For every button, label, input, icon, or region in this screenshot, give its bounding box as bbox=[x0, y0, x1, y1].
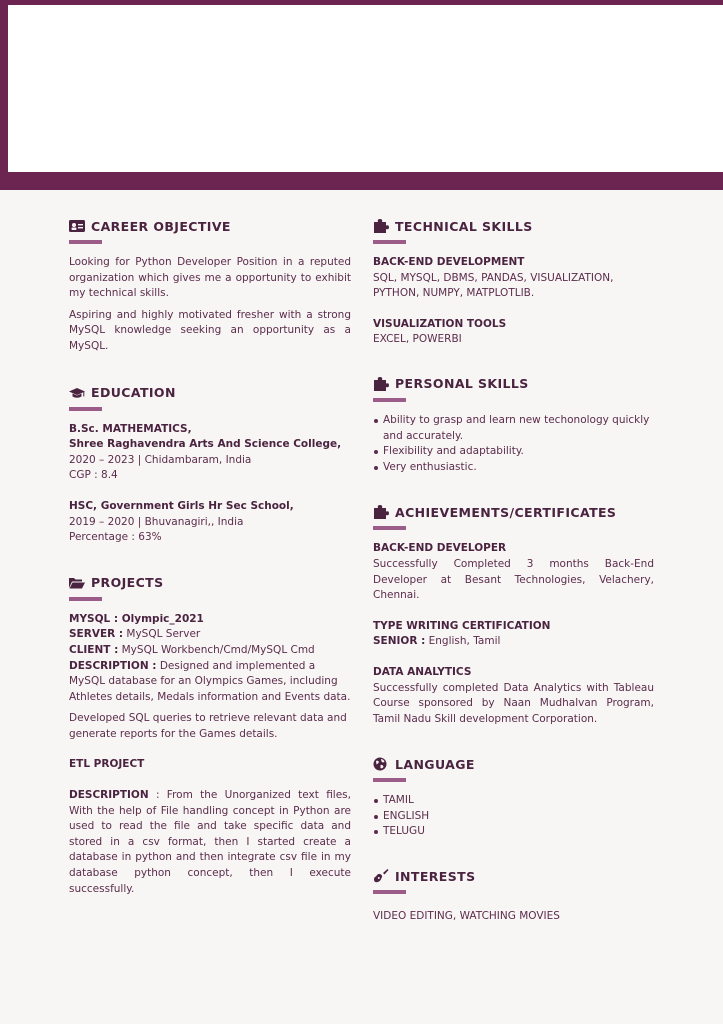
personal-skills-section bbox=[373, 375, 654, 475]
heading-underline bbox=[373, 890, 406, 894]
skill-group-value: EXCEL, POWERBI bbox=[373, 333, 462, 346]
section-title: INTERESTS bbox=[395, 868, 476, 884]
project-extra: Developed SQL queries to retrieve relevant data and generate reports for the Games details. bbox=[69, 712, 347, 740]
interests-heading bbox=[373, 867, 654, 885]
heading-underline bbox=[373, 526, 406, 530]
education-degree: B.Sc. MATHEMATICS, bbox=[69, 422, 192, 435]
puzzle-piece-icon bbox=[373, 505, 389, 519]
education-heading bbox=[69, 384, 351, 402]
section-title: LANGUAGE bbox=[395, 756, 475, 772]
education-years: 2019 – 2020 | Bhuvanagiri,, India bbox=[69, 515, 244, 528]
technical-skills-heading bbox=[373, 217, 654, 235]
objective-paragraph: Looking for Python Developer Position in a reputed organization which gives me a opportunity to exhibit my technical skills. bbox=[69, 256, 351, 300]
heading-underline bbox=[373, 778, 406, 782]
language-heading bbox=[373, 755, 654, 773]
achievement-title: BACK-END DEVELOPER bbox=[373, 542, 507, 555]
education-score: Percentage : 63% bbox=[69, 531, 162, 544]
section-title: ACHIEVEMENTS/CERTIFICATES bbox=[395, 504, 617, 520]
achievement-value: Successfully completed Data Analytics with Tableau Course sponsored by Naan Mudhalvan Program, Tamil Nadu Skill development Corporation. bbox=[373, 681, 654, 725]
heading-underline bbox=[373, 240, 406, 244]
achievement-title: TYPE WRITING CERTIFICATION bbox=[373, 619, 551, 632]
project-server: SERVER : MySQL Server bbox=[69, 628, 201, 641]
left-column bbox=[69, 217, 351, 897]
project-title: MYSQL : Olympic_2021 bbox=[69, 612, 204, 625]
education-score: CGP : 8.4 bbox=[69, 469, 118, 482]
list-item: TAMIL bbox=[373, 793, 654, 809]
heading-underline bbox=[373, 398, 406, 402]
education-degree: HSC, Government Girls Hr Sec School, bbox=[69, 499, 294, 512]
education-years: 2020 – 2023 | Chidambaram, India bbox=[69, 453, 252, 466]
language-list bbox=[373, 793, 654, 840]
globe-icon bbox=[373, 757, 389, 771]
interests-value: VIDEO EDITING, WATCHING MOVIES bbox=[373, 910, 560, 923]
heading-underline bbox=[69, 407, 102, 411]
language-section bbox=[373, 755, 654, 840]
skill-group-title: VISUALIZATION TOOLS bbox=[373, 317, 507, 330]
section-title: EDUCATION bbox=[91, 385, 176, 401]
puzzle-piece-icon bbox=[373, 377, 389, 391]
achievement-title: DATA ANALYTICS bbox=[373, 665, 472, 678]
list-item: ENGLISH bbox=[373, 809, 654, 825]
education-section bbox=[69, 384, 351, 546]
right-column bbox=[373, 217, 654, 925]
folder-open-icon bbox=[69, 576, 85, 590]
list-item: Flexibility and adaptability. bbox=[373, 444, 654, 460]
heading-underline bbox=[69, 597, 102, 601]
section-title: PROJECTS bbox=[91, 575, 164, 591]
projects-heading bbox=[69, 574, 351, 592]
technical-skills-section bbox=[373, 217, 654, 348]
puzzle-piece-icon bbox=[373, 219, 389, 233]
section-title: PERSONAL SKILLS bbox=[395, 376, 529, 392]
list-item: TELUGU bbox=[373, 824, 654, 840]
section-title: TECHNICAL SKILLS bbox=[395, 218, 533, 234]
interests-section bbox=[373, 867, 654, 925]
guitar-icon bbox=[373, 869, 389, 883]
projects-section bbox=[69, 574, 351, 898]
career-objective-section bbox=[69, 217, 351, 355]
project-description: DESCRIPTION : Designed and implemented a MySQL database for an Olympics Games, including Athletes details, Medals information and Events data. bbox=[69, 659, 351, 703]
id-card-icon bbox=[69, 219, 85, 233]
section-title: CAREER OBJECTIVE bbox=[91, 218, 231, 234]
personal-skills-heading bbox=[373, 375, 654, 393]
achievements-section bbox=[373, 503, 654, 727]
project-title: ETL PROJECT bbox=[69, 758, 145, 771]
education-institution: Shree Raghavendra Arts And Science College, bbox=[69, 438, 342, 451]
personal-skills-list bbox=[373, 413, 654, 475]
skill-group-value: SQL, MYSQL, DBMS, PANDAS, VISUALIZATION, PYTHON, NUMPY, MATPLOTLIB. bbox=[373, 271, 614, 300]
list-item: Ability to grasp and learn new techonology quickly and accurately. bbox=[373, 413, 654, 444]
project-client: CLIENT : MySQL Workbench/Cmd/MySQL Cmd bbox=[69, 643, 315, 656]
heading-underline bbox=[69, 240, 102, 244]
project-description: DESCRIPTION : From the Unorganized text files, With the help of File handling concept in Python are used to read the file and take specific data and stored in a csv format, then I started create a database in python and then integrate csv file in my database python concept, then I execute successfully. bbox=[69, 789, 351, 895]
achievements-heading bbox=[373, 503, 654, 521]
graduation-cap-icon bbox=[69, 386, 85, 400]
achievement-value: Successfully Completed 3 months Back-End Developer at Besant Technologies, Velachery, Chennai. bbox=[373, 557, 654, 602]
career-objective-heading bbox=[69, 217, 351, 235]
skill-group-title: BACK-END DEVELOPMENT bbox=[373, 256, 525, 268]
list-item: Very enthusiastic. bbox=[373, 460, 654, 476]
achievement-value: SENIOR : English, Tamil bbox=[373, 635, 501, 648]
objective-paragraph: Aspiring and highly motivated fresher with a strong MySQL knowledge seeking an opportunity as a MySQL. bbox=[69, 308, 351, 352]
header-name-area bbox=[8, 5, 723, 172]
